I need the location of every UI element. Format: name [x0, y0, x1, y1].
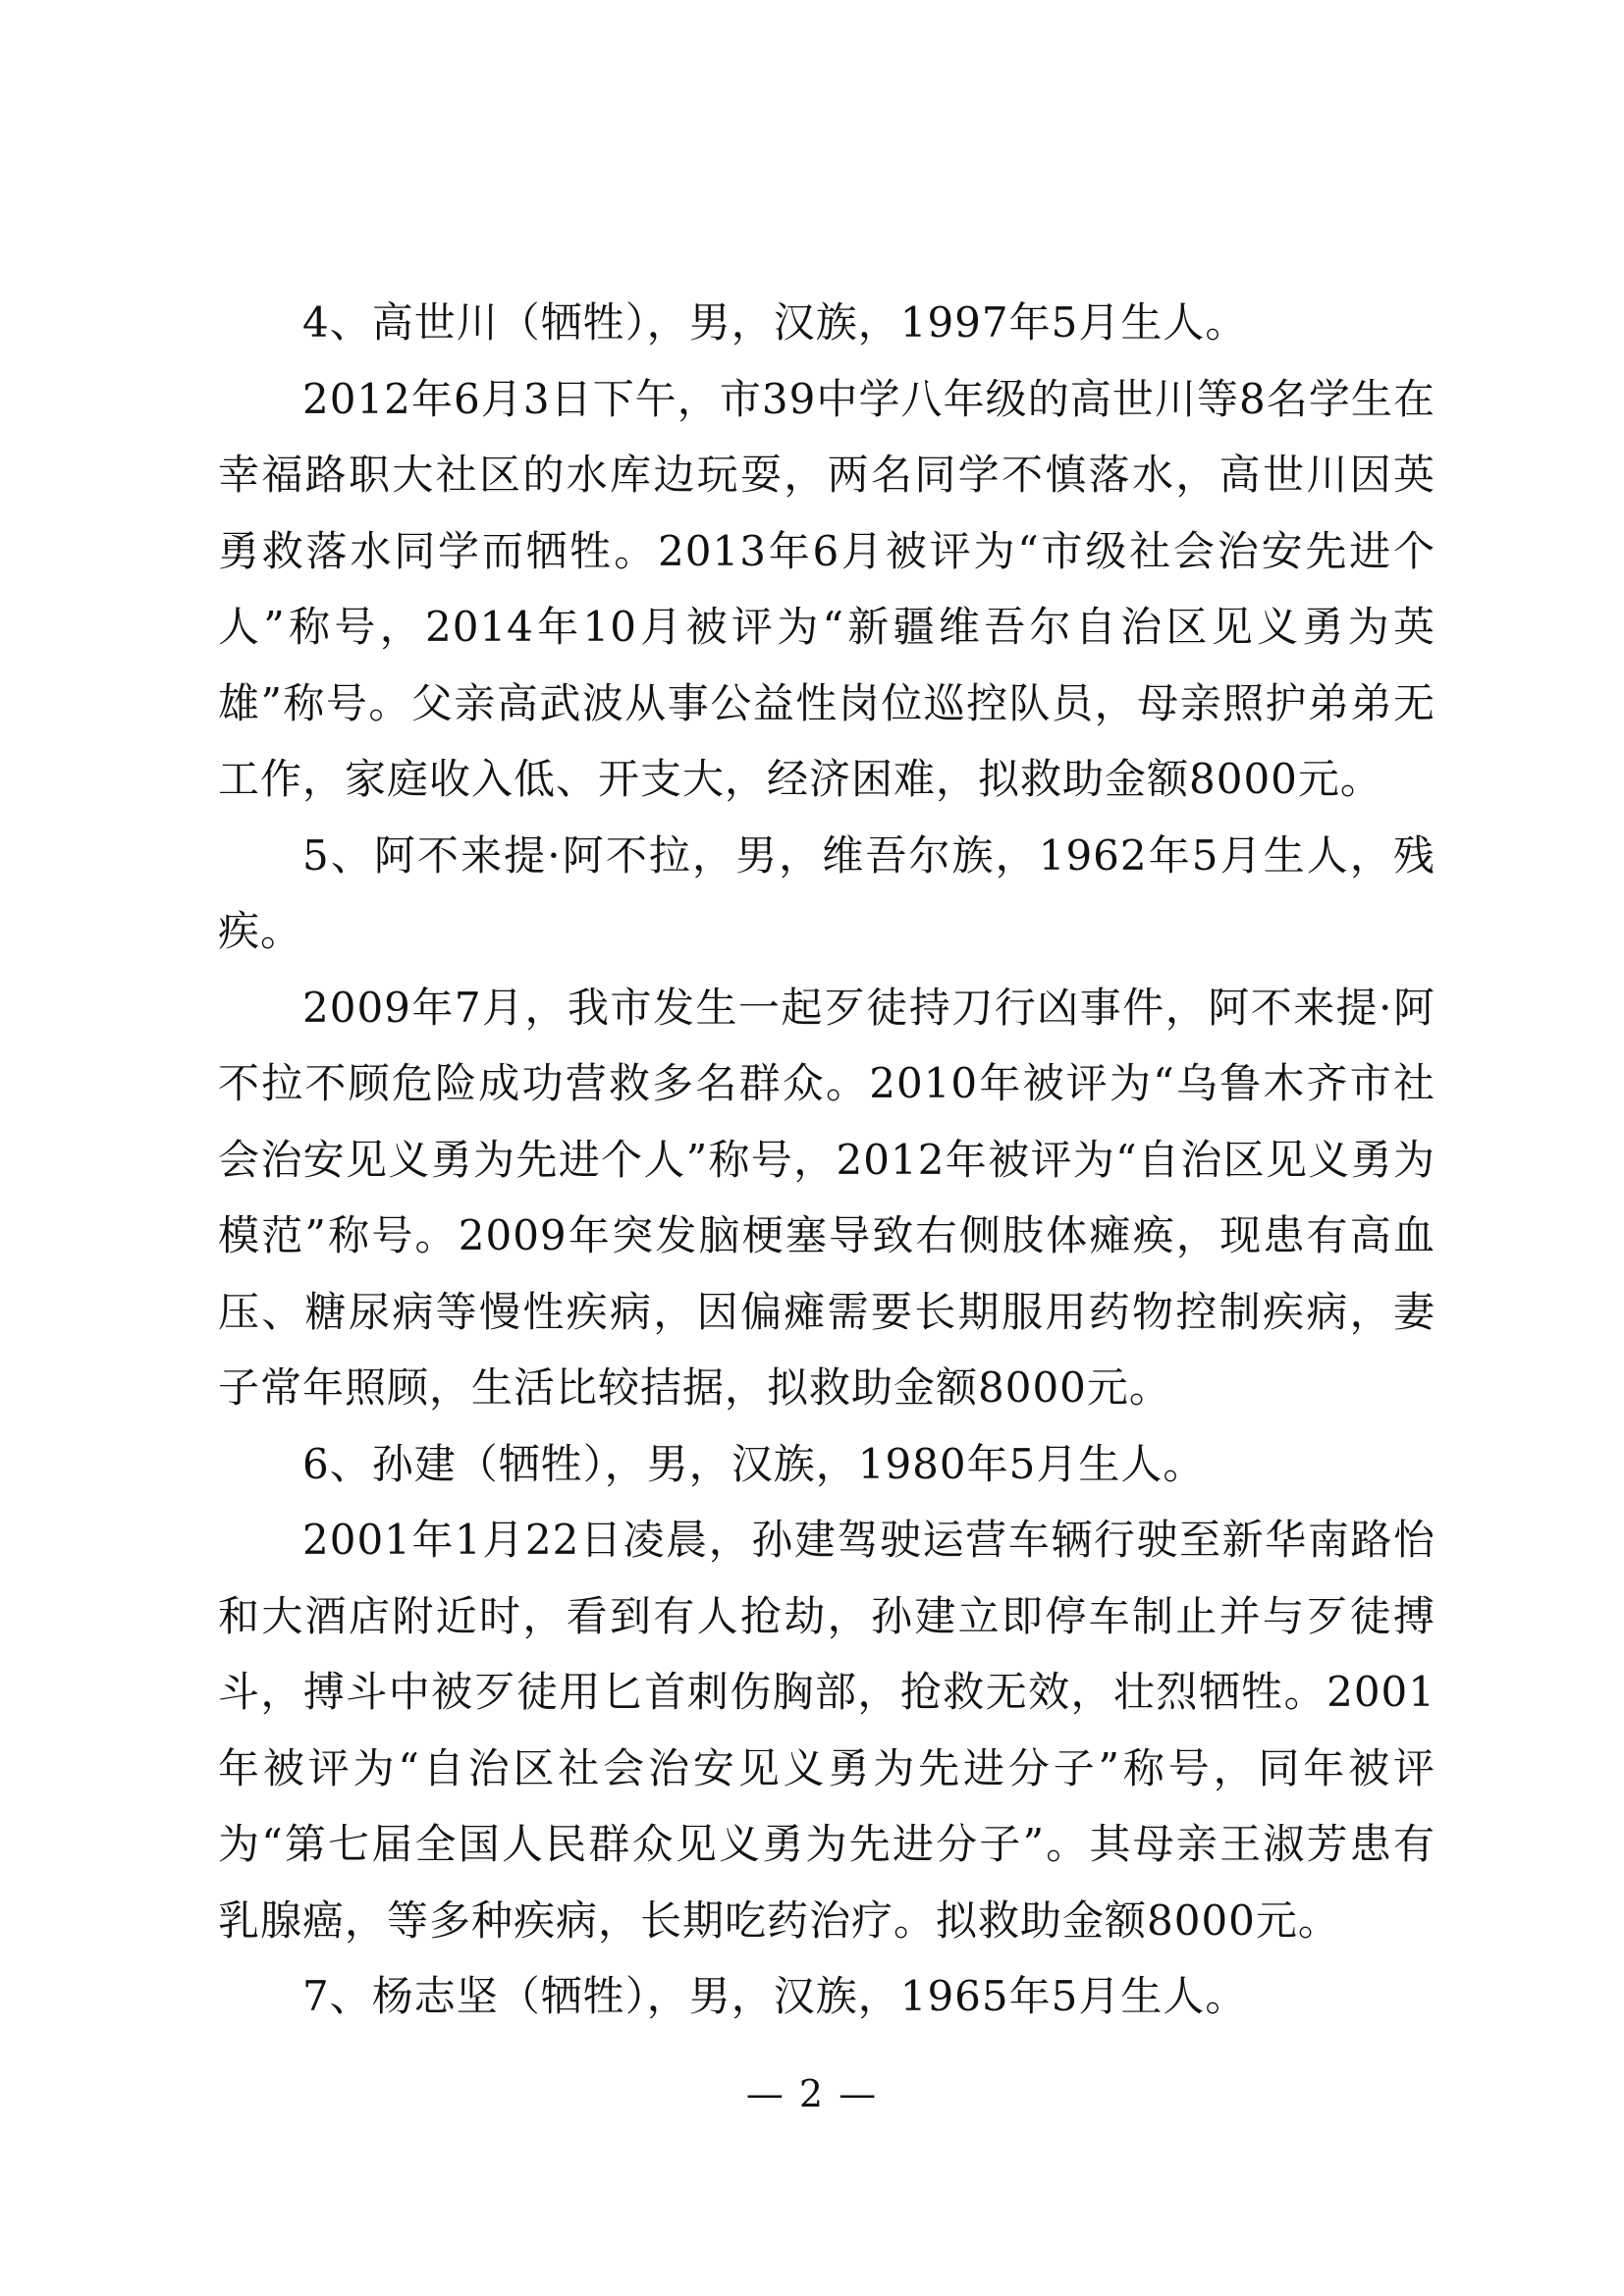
paragraph-ablaiti-abula: 2009年7月，我市发生一起歹徒持刀行凶事件，阿不来提·阿不拉不顾危险成功营救多名群众。2010年被评为“乌鲁木齐市社会治安见义勇为先进个人”称号，2012年被评为“自治区见义勇为模范”称号。2009年突发脑梗塞导致右侧肢体瘫痪，现患有高血压、糖尿病等慢性疾病，因偏瘫需要长期服用药物控制疾病，妻子常年照顾，生活比较拮据，拟救助金额8000元。 — [218, 983, 1435, 1412]
heading-ablaiti-abula: 5、阿不来提·阿不拉，男，维吾尔族，1962年5月生人，残疾。 — [218, 830, 1435, 955]
body-text — [218, 285, 1435, 2035]
heading-yang-zhijian: 7、杨志坚（牺牲），男，汉族，1965年5月生人。 — [302, 1972, 1248, 2020]
paragraph-gao-shichuan: 2012年6月3日下午，市39中学八年级的高世川等8名学生在幸福路职大社区的水库边玩耍，两名同学不慎落水，高世川因英勇救落水同学而牺牲。2013年6月被评为“市级社会治安先进个人”称号，2014年10月被评为“新疆维吾尔自治区见义勇为英雄”称号。父亲高武波从事公益性岗位巡控队员，母亲照护弟弟无工作，家庭收入低、开支大，经济困难，拟救助金额8000元。 — [218, 374, 1435, 803]
heading-gao-shichuan: 4、高世川（牺牲），男，汉族，1997年5月生人。 — [302, 298, 1248, 347]
heading-sun-jian: 6、孙建（牺牲），男，汉族，1980年5月生人。 — [302, 1439, 1206, 1488]
page-number: — 2 — — [745, 2072, 879, 2115]
paragraph-sun-jian: 2001年1月22日凌晨，孙建驾驶运营车辆行驶至新华南路怡和大酒店附近时，看到有人抢劫，孙建立即停车制止并与歹徒搏斗，搏斗中被歹徒用匕首刺伤胸部，抢救无效，壮烈牺牲。2001年被评为“自治区社会治安见义勇为先进分子”称号，同年被评为“第七届全国人民群众见义勇为先进分子”。其母亲王淑芳患有乳腺癌，等多种疾病，长期吃药治疗。拟救助金额8000元。 — [218, 1516, 1435, 1945]
